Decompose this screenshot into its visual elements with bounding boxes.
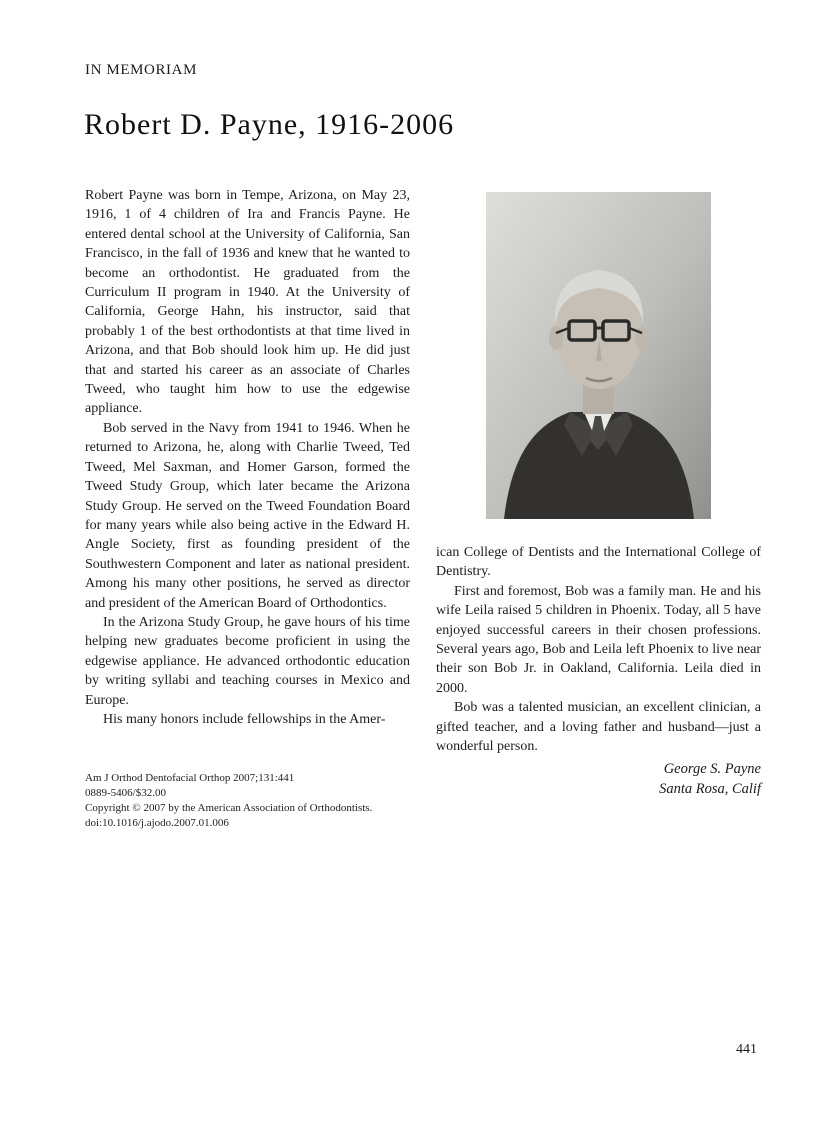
section-label: IN MEMORIAM (85, 62, 198, 78)
copyright-line: Copyright © 2007 by the American Association of Orthodontists. (85, 802, 373, 815)
article-title: Robert D. Payne, 1916-2006 (84, 108, 455, 141)
signature-location: Santa Rosa, Calif (659, 780, 761, 797)
paragraph: His many honors include fellowships in the Amer- (103, 711, 386, 727)
signature-name: George S. Payne (663, 761, 761, 778)
paragraph: First and foremost, Bob was a family man. He and his wife Leila raised 5 children in Phoenix. Today, all 5 have enjoyed successful careers in their chosen professions. Several years ago, Bob and Leila left Phoenix to live near their son Bob Jr. in Oakland, California. Leila died in 2000. (436, 583, 761, 696)
paragraph: Robert Payne was born in Tempe, Arizona, on May 23, 1916, 1 of 4 children of Ira and Francis Payne. He entered dental school at the University of California, San Francisco, in the fall of 1936 and knew that he wanted to become an orthodontist. He graduated from the Curriculum II program in 1940. At the University of California, George Hahn, his instructor, said that probably 1 of the best orthodontists at that time lived in Arizona, and that Bob should look him up. He did just that and started his career as an associate of Charles Tweed, who taught him how to use the edgewise appliance. (85, 188, 410, 417)
left-column (85, 186, 410, 831)
doi-line: doi:10.1016/j.ajodo.2007.01.006 (85, 817, 229, 830)
right-column (436, 186, 761, 831)
paragraph: In the Arizona Study Group, he gave hours of his time helping new graduates become proficient in using the edgewise appliance. He advanced orthodontic education by writing syllabi and teaching courses in Mexico and Europe. (85, 614, 410, 708)
signature-block (436, 760, 761, 799)
page-number: 441 (736, 1042, 757, 1057)
portrait-photo (486, 192, 711, 519)
citation-line: Am J Orthod Dentofacial Orthop 2007;131:441 (85, 772, 295, 785)
portrait-photo-graphic (486, 192, 711, 519)
paragraph: Bob was a talented musician, an excellent clinician, a gifted teacher, and a loving father and husband—just a wonderful person. (436, 700, 761, 755)
journal-citation-block (85, 771, 410, 831)
issn-price-line: 0889-5406/$32.00 (85, 787, 166, 800)
paragraph: Bob served in the Navy from 1941 to 1946. When he returned to Arizona, he, along with Charlie Tweed, Ted Tweed, Mel Saxman, and Homer Garson, formed the Tweed Study Group, which later became the Arizona Study Group. He served on the Tweed Foundation Board for many years while also being active in the Edward H. Angle Society, first as founding president of the Southwestern Component and later as national president. Among his many other positions, he served as director and president of the American Board of Orthodontics. (85, 420, 410, 611)
article-body (85, 186, 761, 831)
paragraph: ican College of Dentists and the International College of Dentistry. (436, 545, 761, 580)
